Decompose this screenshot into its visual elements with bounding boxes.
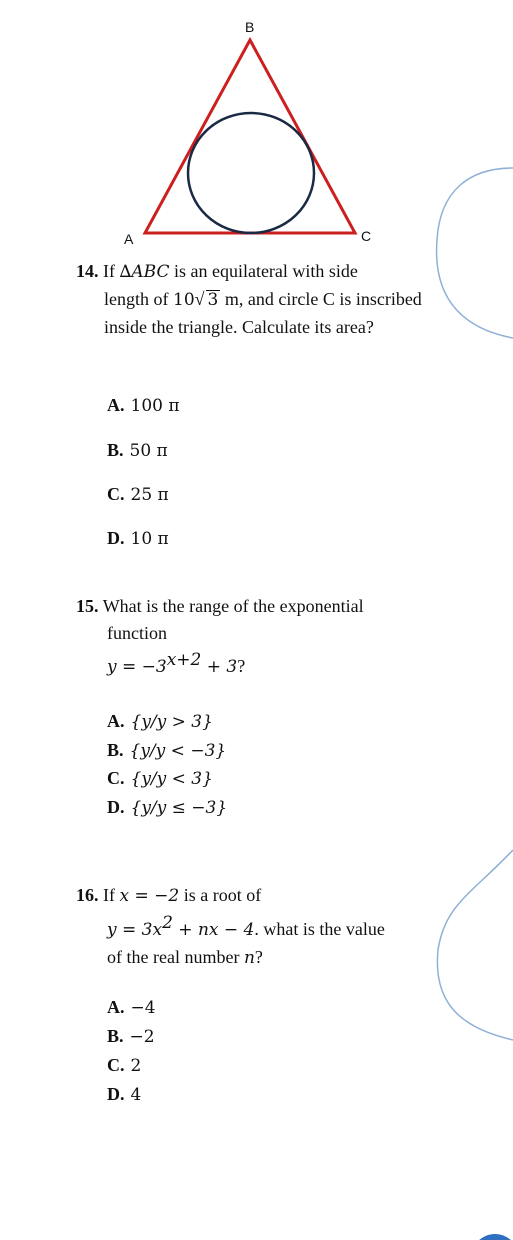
math-number: 10 [173, 290, 195, 310]
q16-option-b[interactable] [107, 1024, 155, 1049]
q15-option-c[interactable] [107, 766, 213, 791]
q16-option-a[interactable] [107, 995, 156, 1020]
sqrt-radicand: 3 [207, 290, 219, 310]
question-number: 14. [76, 261, 99, 281]
option-letter: D. [107, 797, 125, 817]
option-value: {y/y > 3} [130, 712, 213, 732]
question-14-line-3: inside the triangle. Calculate its area? [104, 317, 374, 337]
math-expression: + nx − 4 [172, 920, 255, 940]
question-number: 16. [76, 885, 99, 905]
sqrt-symbol: √ [194, 289, 205, 309]
question-16-line-1 [76, 885, 261, 905]
question-number: 15. [76, 596, 99, 616]
question-15-line-2: function [107, 623, 167, 643]
option-letter: C. [107, 1055, 125, 1075]
math-exponent: x+2 [166, 650, 202, 670]
math-exponent: 2 [162, 913, 173, 933]
q15-option-d[interactable] [107, 795, 227, 820]
vertex-label-c: C [361, 228, 372, 244]
question-16 [76, 882, 496, 972]
option-letter: B. [107, 440, 124, 460]
question-text: is an equilateral with side [169, 261, 358, 281]
question-16-line-2 [76, 910, 496, 944]
math-expression: + 3 [201, 657, 238, 677]
option-value: −2 [129, 1027, 155, 1047]
q14-option-a[interactable] [107, 393, 180, 418]
q15-option-a[interactable] [107, 709, 213, 734]
vertex-label-a: A [124, 231, 134, 247]
option-value: 50 π [129, 441, 168, 461]
question-15-line-3 [76, 647, 476, 681]
vertex-label-b: B [245, 19, 255, 35]
option-value: {y/y ≤ −3} [130, 798, 228, 818]
option-letter: C. [107, 768, 125, 788]
option-value: 10 π [130, 529, 169, 549]
question-text: ? [237, 656, 246, 676]
question-text: If [103, 261, 115, 281]
option-value: 100 π [130, 396, 180, 416]
math-expression: x = −2 [119, 886, 180, 906]
question-text: length of [104, 289, 173, 309]
option-value: 4 [130, 1085, 142, 1105]
q14-option-b[interactable] [107, 438, 168, 463]
question-14-line-1 [76, 261, 358, 281]
question-text: is a root of [179, 885, 262, 905]
option-letter: A. [107, 711, 125, 731]
question-text: What is the range of the exponential [102, 596, 364, 616]
option-value: {y/y < −3} [129, 741, 227, 761]
option-letter: A. [107, 997, 125, 1017]
inscribed-circle [188, 113, 314, 233]
option-value: {y/y < 3} [130, 769, 213, 789]
option-letter: D. [107, 528, 125, 548]
q14-option-d[interactable] [107, 526, 169, 551]
question-text: m, and circle C is inscribed [220, 289, 422, 309]
option-value: 25 π [130, 485, 169, 505]
option-value: 2 [130, 1056, 142, 1076]
option-letter: B. [107, 740, 124, 760]
question-16-line-3 [76, 944, 496, 972]
triangle-abc [145, 40, 355, 233]
question-14-line-2 [76, 286, 501, 314]
math-expression: ∆ABC [119, 262, 170, 282]
question-text: If [103, 885, 120, 905]
math-expression: y = −3 [107, 657, 167, 677]
option-letter: D. [107, 1084, 125, 1104]
question-text: of the real number [107, 947, 244, 967]
question-15-line-1 [76, 596, 364, 616]
q14-option-c[interactable] [107, 482, 169, 507]
question-15 [76, 593, 476, 681]
question-14 [76, 258, 501, 341]
math-variable: n [243, 948, 255, 968]
question-text: ? [254, 947, 263, 967]
q15-option-b[interactable] [107, 738, 226, 763]
option-letter: A. [107, 395, 125, 415]
q16-option-c[interactable] [107, 1053, 141, 1078]
option-letter: C. [107, 484, 125, 504]
question-text: . what is the value [254, 919, 385, 939]
option-letter: B. [107, 1026, 124, 1046]
math-expression: y = 3x [107, 920, 163, 940]
q16-option-d[interactable] [107, 1082, 141, 1107]
page-badge [471, 1234, 513, 1240]
option-value: −4 [130, 998, 156, 1018]
